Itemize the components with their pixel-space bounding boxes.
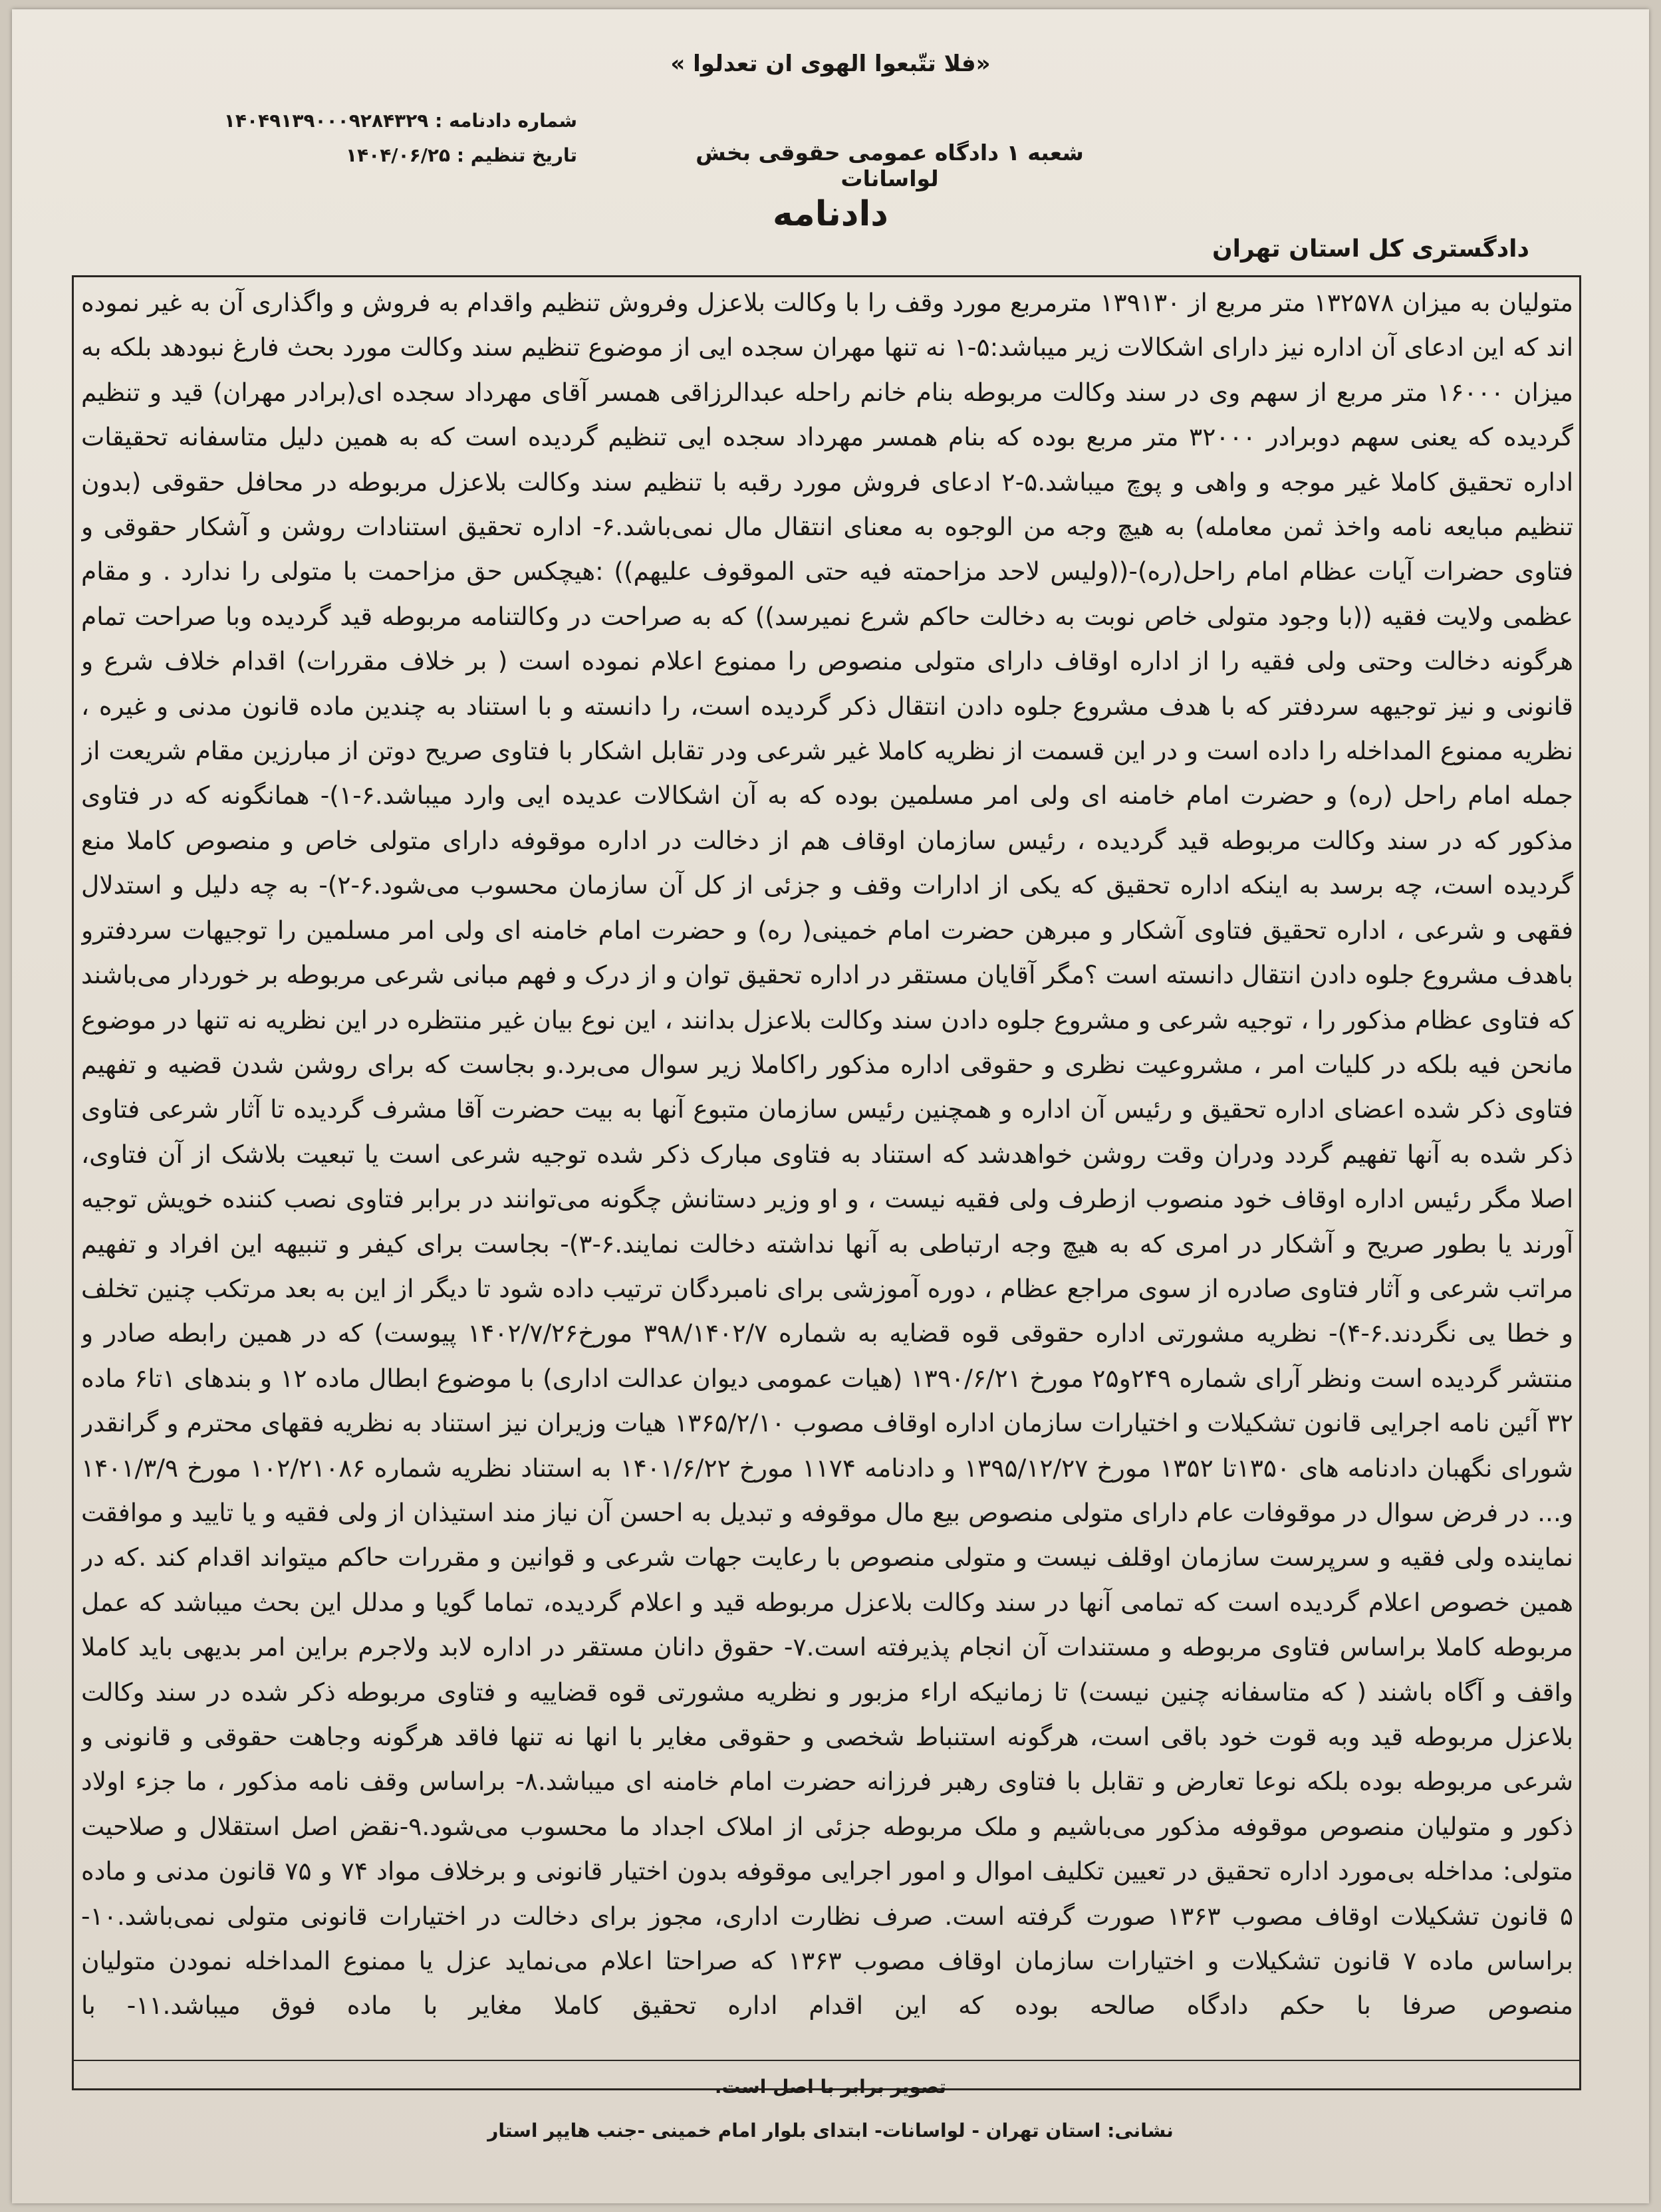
- body-text: متولیان به میزان ۱۳۲۵۷۸ متر مربع از ۱۳۹۱۳۰ مترمربع مورد وقف را با وکالت بلاعزل وفروش تنظیم واقدام به فروش و واگذاری آن به غیر نموده اند که این ادعای آن اداره نیز دارای اشکالات زیر میباشد:۵-۱ نه تنها مهران سجده ایی از موضوع تنظیم سند وکالت مورد بحث فارغ نبودهد بلکه به میزان ۱۶۰۰۰ متر مربع از سهم وی در سند وکالت مربوطه بنام خانم راحله عبدالرزاقی همسر آقای مهرداد سجده ای(برادر مهران) قید و تنظیم گردیده که یعنی سهم دوبرادر ۳۲۰۰۰ متر مربع بوده که بنام همسر مهرداد سجده ایی تنظیم گردیده است که به همین دلیل متاسفانه تحقیقات اداره تحقیق کاملا غیر موجه و واهی و پوچ میباشد.۵-۲ ادعای فروش مورد رقبه با تنظیم سند وکالت بلاعزل مربوطه در محافل حقوقی (بدون تنظیم مبایعه نامه واخذ ثمن معامله) به هیچ وجه من الوجوه به معنای انتقال مال نمی‌باشد.۶- اداره تحقیق استنادات روشن و آشکار حقوقی و فتاوی حضرات آیات عظام امام راحل(ره)-((ولیس لاحد مزاحمته فیه حتی الموقوف علیهم)) :هیچکس حق مزاحمت با متولی را ندارد . و مقام عظمی ولایت فقیه ((با وجود متولی خاص نوبت به دخالت حاکم شرع نمیرسد)) که به صراحت در وکالتنامه مربوطه قید گردیده وبا صراحت تمام هرگونه دخالت وحتی ولی فقیه را از اداره اوقاف دارای متولی منصوص را ممنوع اعلام نموده است ( بر خلاف مقررات) اقدام خلاف شرع و قانونی و نیز توجیهه سردفتر که با هدف مشروع جلوه دادن انتقال ذکر گردیده است، را دانسته و با استناد به چندین ماده قانون مدنی و غیره ، نظریه ممنوع المداخله را داده است و در این قسمت از نظریه کاملا غیر شرعی ودر تقابل اشکار با فتاوی صریح دوتن از مبارزین مقام شریعت از جمله امام راحل (ره) و حضرت امام خامنه ای ولی امر مسلمین بوده که به آن اشکالات عدیده ایی وارد میباشد.۶-۱)- همانگونه که در فتاوی مذکور که در سند وکالت مربوطه قید گردیده ، رئیس سازمان اوقاف هم از دخالت در اداره موقوفه دارای متولی خاص و منصوص کاملا منع گردیده است، چه برسد به اینکه اداره تحقیق که یکی از ادارات وقف و جزئی از کل آن سازمان محسوب می‌شود.۶-۲)- به چه دلیل و استدلال فقهی و شرعی ، اداره تحقیق فتاوی آشکار و مبرهن حضرت امام خمینی( ره) و حضرت امام خامنه ای ولی امر مسلمین را توجیهات سردفترو باهدف مشروع جلوه دادن انتقال دانسته است ؟مگر آقایان مستقر در اداره تحقیق توان و از درک و فهم مبانی شرعی مربوطه بر خوردار می‌باشند که فتاوی عظام مذکور را ، توجیه شرعی و مشروع جلوه دادن سند وکالت بلاعزل بدانند ، این نوع بیان غیر منتظره در این نظریه نه تنها در موضوع مانحن فیه بلکه در کلیات امر ، مشروعیت نظری و حقوقی اداره مذکور راکاملا زیر سوال می‌برد.و بجاست که برای روشن شدن قضیه و تفهیم فتاوی ذکر شده اعضای اداره تحقیق و رئیس آن اداره و همچنین رئیس سازمان متبوع آنها به بیت حضرت آقا مشرف گردیده تا آثار شرعی فتاوی ذکر شده به آنها تفهیم گردد ودران وقت روشن خواهدشد که استناد به فتاوی مبارک ذکر شده توجیه شرعی است یا تبعیت بلاشک از آن فتاوی، اصلا مگر رئیس اداره اوقاف خود منصوب ازطرف ولی فقیه نیست ، و او وزیر دستانش چگونه می‌توانند در برابر فتاوی نصب کننده خویش توجیه آورند یا بطور صریح و آشکار در امری که به هیچ وجه ارتباطی به آنها نداشته دخالت نمایند.۶-۳)- بجاست برای کیفر و تنبیهه این افراد و تفهیم مراتب شرعی و آثار فتاوی صادره از سوی مراجع عظام ، دوره آموزشی برای نامبردگان ترتیب داده شود تا دیگر از این به بعد مرتکب چنین تخلف و خطا یی نگردند.۶-۴)- نظریه مشورتی اداره حقوقی قوه قضایه به شماره ۳۹۸/۱۴۰۲/۷ مورخ۱۴۰۲/۷/۲۶ پیوست) که در همین رابطه صادر و منتشر گردیده است ونظر آرای شماره ۲۴۹و۲۵ مورخ ۱۳۹۰/۶/۲۱ (هیات عمومی دیوان عدالت اداری) با موضوع ابطال ماده ۱۲ و بندهای ۱تا۶ ماده ۳۲ آئین نامه اجرایی قانون تشکیلات و اختیارات سازمان اداره اوقاف مصوب ۱۳۶۵/۲/۱۰ هیات وزیران نیز استناد به نظریه فقهای محترم و گرانقدر شورای نگهبان دادنامه های ۱۳۵۰تا ۱۳۵۲ مورخ ۱۳۹۵/۱۲/۲۷ و دادنامه ۱۱۷۴ مورخ ۱۴۰۱/۶/۲۲ به استناد نظریه شماره ۱۰۲/۲۱۰۸۶ مورخ ۱۴۰۱/۳/۹ و... در فرض سوال در موقوفات عام دارای متولی منصوص بیع مال موقوفه و تبدیل به احسن آن نیاز مند استیذان از ولی فقیه و یا تایید و موافقت نماینده ولی فقیه و سرپرست سازمان اوقلف نیست و متولی منصوص با رعایت جهات شرعی و قوانین و مقررات حاکم میتواند اقدام کند .که در همین خصوص اعلام گردیده است که تمامی آنها در سند وکالت بلاعزل مربوطه قید و اعلام گردیده، تماما گویا و مدلل این بحث میباشد که عمل مربوطه کاملا براساس فتاوی مربوطه و مستندات آن انجام پذیرفته است.۷- حقوق دانان مستقر در اداره لابد ولاجرم براین امر بدیهی باید کاملا واقف و آگاه باشند ( که متاسفانه چنین نیست) تا زمانیکه اراء مزبور و نظریه مشورتی قوه قضاییه و فتاوی مربوطه ذکر شده در سند وکالت بلاعزل مربوطه قید وبه قوت خود باقی است، هرگونه استنباط شخصی و حقوقی مغایر با انها نه تنها فاقد هرگونه وجاهت حقوقی و قانونی و شرعی مربوطه بوده بلکه نوعا تعارض و تقابل با فتاوی رهبر فرزانه حضرت امام خامنه ای میباشد.۸- براساس وقف نامه مذکور ، ما جزء اولاد ذکور و متولیان منصوص موقوفه مذکور می‌باشیم و ملک مربوطه جزئی از املاک اجداد ما محسوب می‌شود.۹-نقض اصل استقلال و صلاحیت متولی: مداخله بی‌مورد اداره تحقیق در تعیین تکلیف اموال و امور اجرایی موقوفه بدون اختیار قانونی و برخلاف مواد ۷۴ و ۷۵ قانون مدنی و ماده ۵ قانون تشکیلات اوقاف مصوب ۱۳۶۳ صورت گرفته است. صرف نظارت اداری، مجوز برای دخالت در اختیارات قانونی متولی نمی‌باشد.۱۰- براساس ماده ۷ قانون تشکیلات و اختیارات سازمان اوقاف مصوب ۱۳۶۳ که صراحتا اعلام می‌نماید عزل یا ممنوع المداخله نمودن متولیان منصوص صرفا با حکم دادگاه صالحه بوده که این اقدام اداره تحقیق کاملا مغایر با ماده فوق میباشد.۱۱- با: [81, 288, 1573, 2021]
- document-number: شماره دادنامه : ۱۴۰۴۹۱۳۹۰۰۰۹۲۸۴۳۲۹: [223, 110, 577, 132]
- address: نشانی: استان تهران - لواسانات- ابتدای بلوار امام خمینی -جنب هایپر استار: [487, 2120, 1174, 2142]
- document-title: دادنامه: [773, 194, 888, 234]
- document-page: [12, 9, 1649, 2203]
- document-meta: [178, 104, 577, 173]
- copy-note: تصویر برابر با اصل است.: [714, 2076, 947, 2098]
- judiciary-name: دادگستری کل استان تهران: [1212, 235, 1529, 263]
- issue-date: تاریخ تنظیم : ۱۴۰۴/۰۶/۲۵: [345, 144, 577, 166]
- header-motto: «فلا تتّبعوا الهوی ان تعدلوا »: [670, 51, 991, 77]
- footer-divider: [72, 2060, 1581, 2061]
- court-branch: شعبه ۱ دادگاه عمومی حقوقی بخش لواسانات: [696, 140, 1084, 191]
